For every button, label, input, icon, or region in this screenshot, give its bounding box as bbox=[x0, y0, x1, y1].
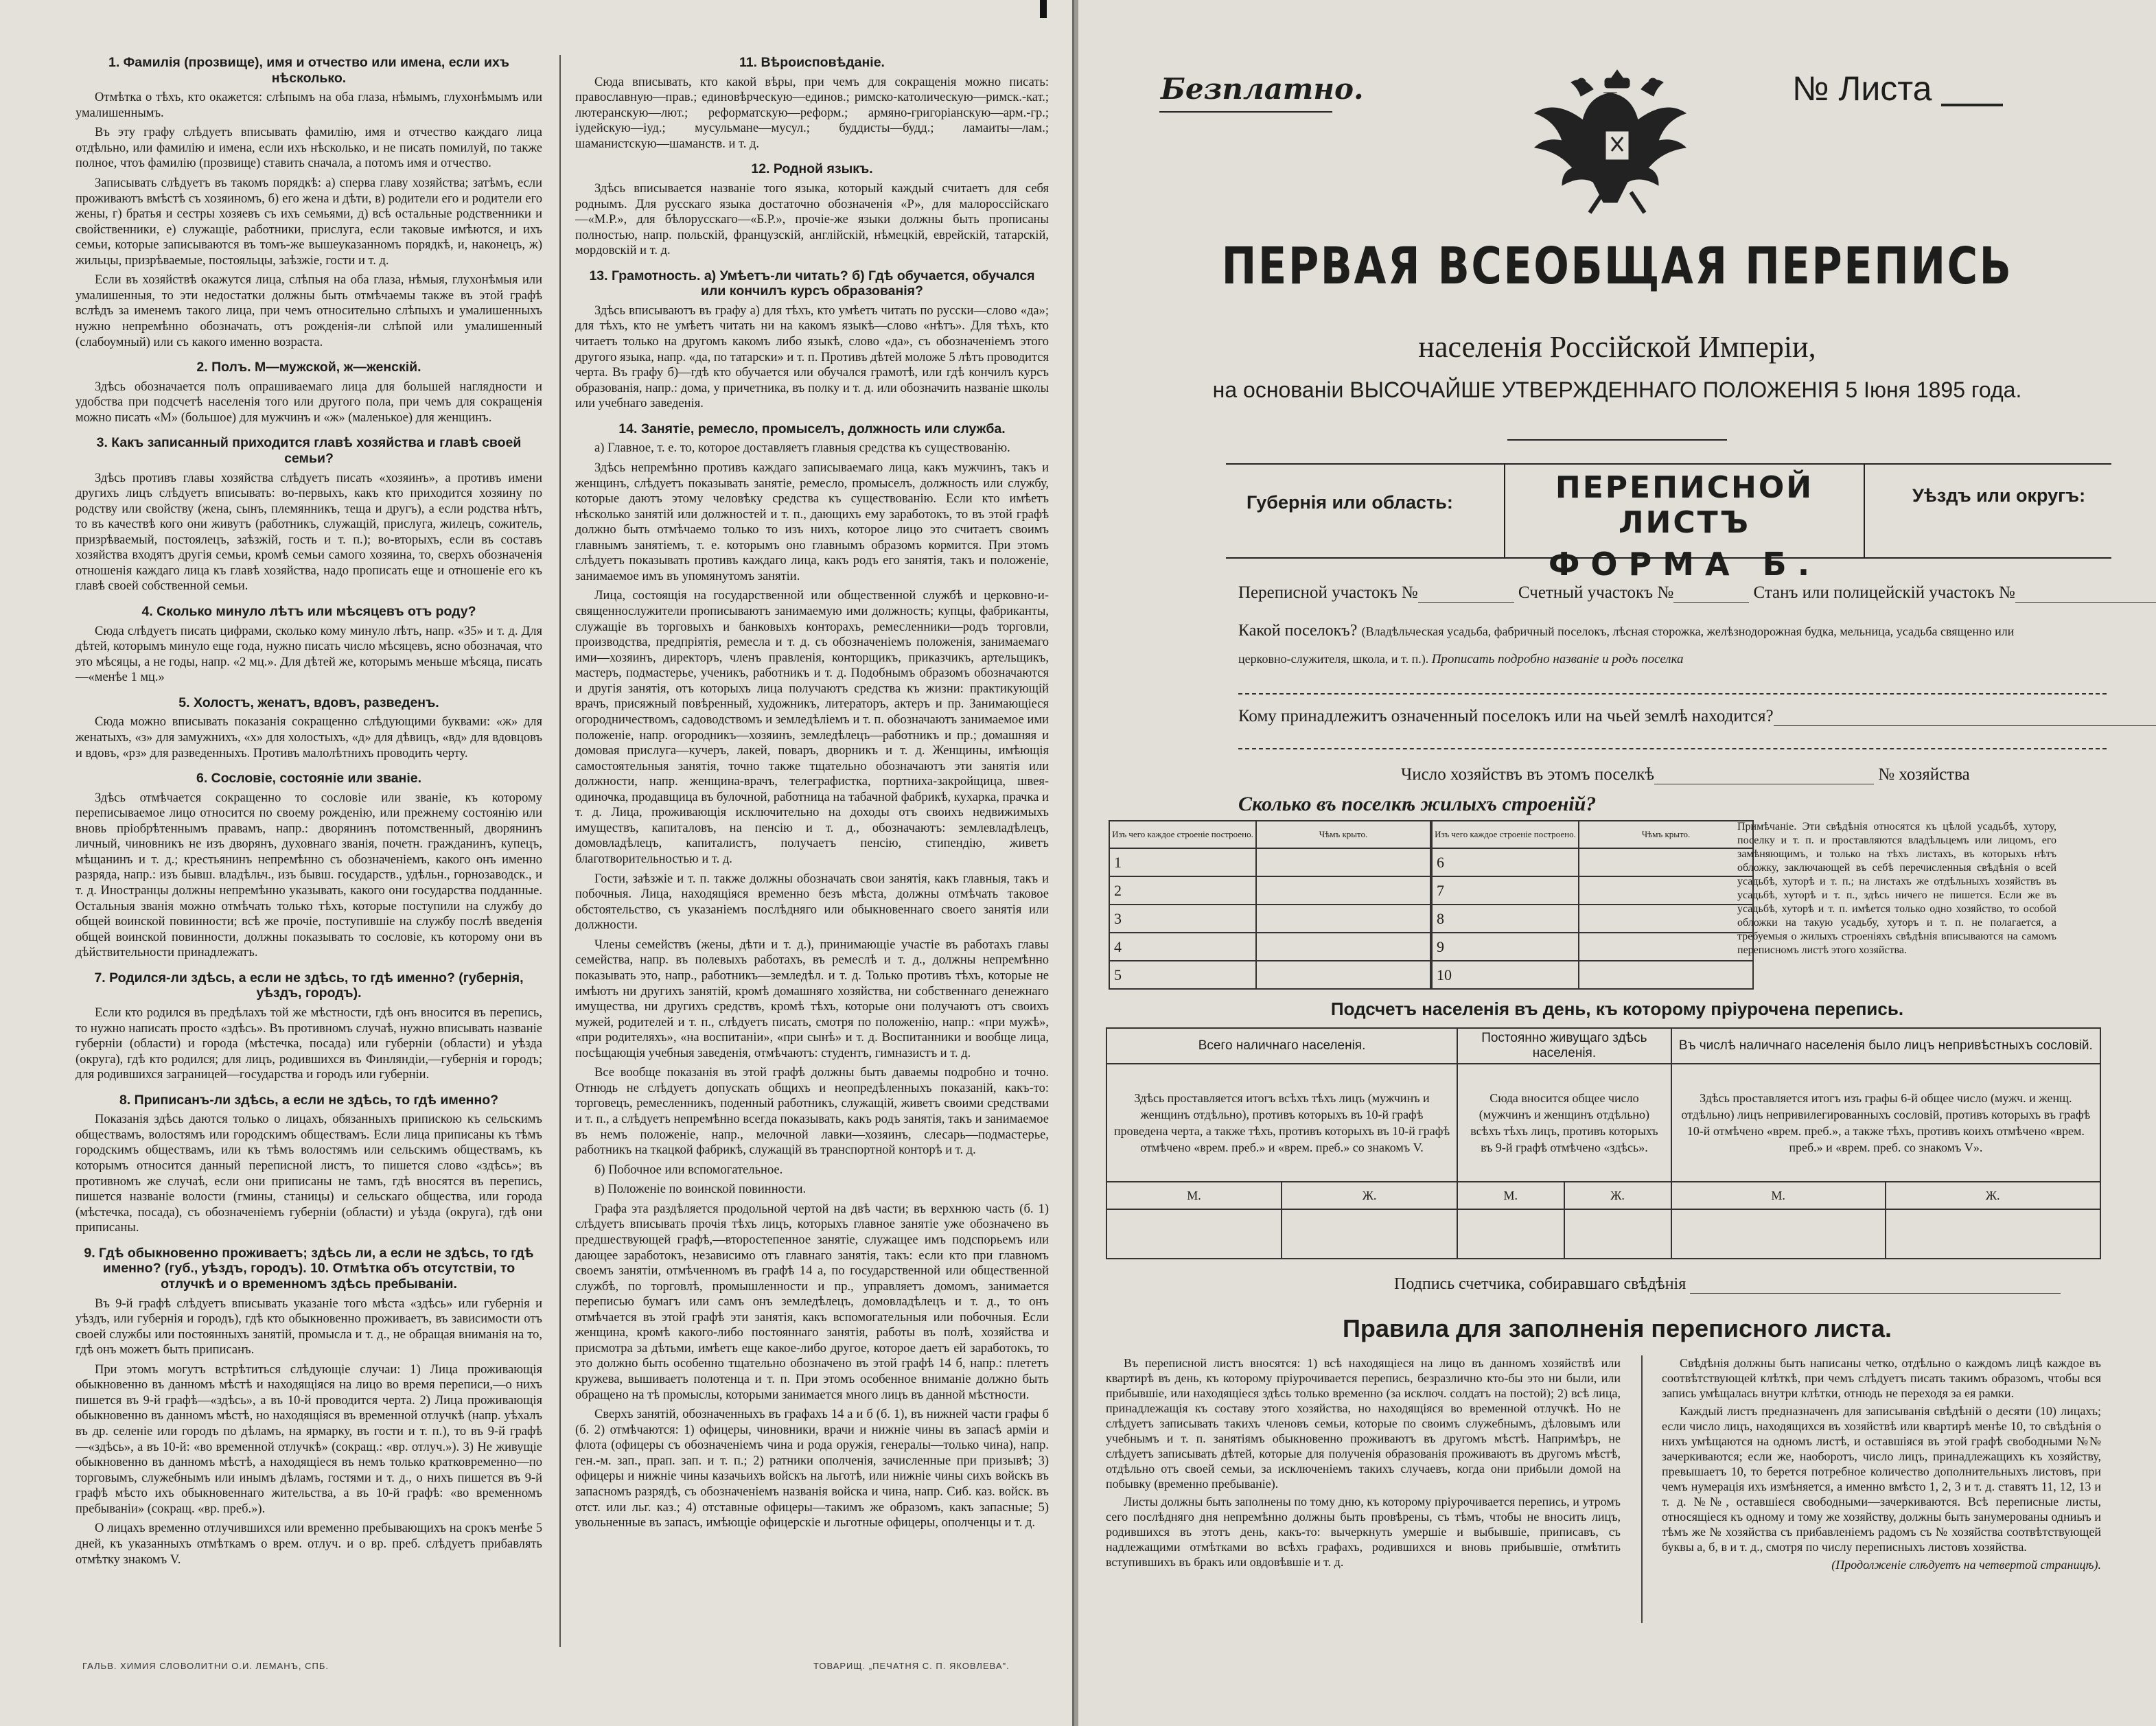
households-label: Число хозяйствъ въ этомъ поселкѣ bbox=[1401, 765, 1655, 784]
instruction-section bbox=[575, 421, 1049, 1531]
camp-area-field[interactable] bbox=[2015, 587, 2156, 603]
count-cell[interactable] bbox=[1282, 1209, 1457, 1259]
instruction-paragraph: Здѣсь непремѣнно противъ каждаго записываемаго лица, какъ мужчинъ, такъ и женщинъ, слѣдуетъ показывать занятіе, ремесло, промыселъ, должность или службу, которые даютъ этому человѣку средства къ существованію. Если кто имѣетъ нѣсколько занятій или должностей и т. п., дающихъ ему заработокъ, то въ этой графѣ должно быть отмѣчаемо только то изъ нихъ, которое лицо это считаетъ своимъ главнымъ занятіемъ, т. е. которымъ оно главнымъ образомъ кормится. При этомъ слѣдуетъ показывать противъ каждаго лица, какъ родъ его занятія, такъ и положеніе, занимаемое имъ въ упомянутомъ занятіи. bbox=[575, 460, 1049, 583]
instruction-section bbox=[76, 435, 542, 594]
owner-dashed-line[interactable] bbox=[1238, 748, 2107, 749]
enumerator-signature-row bbox=[1394, 1275, 2061, 1294]
instruction-section bbox=[76, 970, 542, 1083]
instruction-paragraph: Сверхъ занятій, обозначенныхъ въ графахъ 14 а и б (б. 1), въ нижней части графы б (б. 2) отмѣчаются: 1) офицеры, чиновники, врачи и нижніе чины въ запасѣ арміи и флота (офицеры съ обозначеніемъ чина и рода оружія, генералы—только чина), напр. ген.-м. зап., прап. зап. и т. п.; 2) ратники ополченія, зачисленные при призывѣ; 3) офицеры и нижніе чины казачьихъ войскъ на льготѣ, или нижніе чины сихъ войскъ въ запасномъ разрядѣ, съ обозначеніемъ названія войска и чина, напр. Сиб. каз. войск. въ отст. или льг. каз.; 4) отставные офицеры—такимъ же образомъ, какъ запасные; 5) увольненные въ запасъ, имѣющіе офицерскіе и льготные офицеры, ополченцы и т. д. bbox=[575, 1408, 1049, 1530]
instruction-section bbox=[76, 604, 542, 686]
instruction-paragraph: Лица, состоящія на государственной или общественной службѣ и церковно-и-священнослужители прописываютъ занимаемую ими должность; купцы, фабриканты, служащіе въ торговыхъ и банковыхъ конторахъ, ремесленники—родъ торговли, производства, предпріятія, ремесла и т. д. съ обозначеніемъ положенія, занимаемаго ими—хозяинъ, директоръ, членъ правленія, конторщикъ, приказчикъ, артельщикъ, мастеръ, подмастерье, ученикъ, работникъ и т. д. Подобнымъ образомъ обозначаются и другія занятія, отъ которыхъ лица получаютъ средства къ жизни: практикующій врачъ, присяжный повѣренный, художникъ, литераторъ, актеръ и пр. Занимающіеся огородничествомъ, садоводствомъ и земледѣліемъ и т. п. обозначаютъ занимаемое ими положеніе, напр. огородникъ—хозяинъ, земледѣлецъ—работникъ и пр.; домашняя и домовая прислуга—кучеръ, лакей, повaръ, дворникъ и т. д. Женщины, имѣющія самостоятельныя занятія, точно также тщательно обозначаютъ эти занятія или должности, напр. женщина-врачъ, телеграфистка, портниха-закройщица, швея-одиночка, продавщица въ булочной, работница на табачной фабрикѣ, кухарка, прачка и т. д. Лица, проживающія исключительно на доходы отъ своихъ недвижимыхъ имуществъ, капиталовъ, на пенсію и т. д., обозначаютъ: землевладѣлецъ, домовладѣлецъ, капиталистъ, получаетъ пенсію, стипендію, живетъ благотворительностью и т. д. bbox=[575, 589, 1049, 866]
rules-paragraph: Въ переписной листъ вносятся: 1) всѣ находящіеся на лицо въ данномъ хозяйствѣ или квартирѣ въ день, къ которому пріурочивается перепись, безразлично кто-бы это ни были, или прибывшіе, или находящіеся здѣсь только временно (за исключ. солдатъ на постой); 2) всѣ лица, принадлежащія къ составу этого хозяйства, но находящіяся во временной отлучкѣ. Но не слѣдуетъ записывать такихъ членовъ семьи, которые по своимъ служебнымъ, дѣловымъ или учебнымъ и т. п. занятіямъ обыкновенно проживаютъ въ другомъ мѣстѣ. Напримѣръ, не слѣдуетъ записывать дѣтей, которые для полученія образованія проживаютъ въ другомъ мѣстѣ, отдѣльно отъ своей семьи, за исключеніемъ такихъ случаевъ, когда они прибыли домой на побывку (временно пребываніе). bbox=[1106, 1356, 1621, 1491]
male-label: М. bbox=[1671, 1182, 1886, 1209]
resident-population-header: Постоянно живущаго здѣсь населенія. bbox=[1457, 1028, 1671, 1064]
owner-field[interactable] bbox=[1774, 710, 2156, 726]
instruction-paragraph: в) Положеніе по воинской повинности. bbox=[594, 1182, 807, 1197]
building-row[interactable]: 2 bbox=[1109, 876, 1256, 905]
form-name: ФОРМА Б. bbox=[1548, 546, 1821, 583]
household-no-label: № хозяйства bbox=[1878, 765, 1970, 784]
title-rule bbox=[1507, 439, 1727, 441]
instruction-paragraph: О лицахъ временно отлучившихся или временно пребывающихъ на срокъ менѣе 5 дней, къ указанныхъ отмѣткамъ о врем. отлуч. и о вр. преб. слѣдуетъ прибавлять отмѣтку знакомъ V. bbox=[76, 1521, 542, 1567]
instruction-paragraph: Записывать слѣдуетъ въ такомъ порядкѣ: а) сперва главу хозяйства; затѣмъ, если проживаютъ вмѣстѣ съ хозяиномъ, б) его жена и дѣти, в) родители его и родители его жены, г) братья и сестры хозяевъ съ ихъ семьями, д) всѣ остальные родственники и свойственники, е) служащіе, работники, прислуга, если таковые имѣются, и ихъ семьи, которые записываются въ томъ-же вышеуказанномъ порядкѣ, и, наконецъ, ж) жильцы, призрѣваемые, постояльцы, заѣзжіе, гости и т. д. bbox=[76, 176, 542, 268]
instruction-heading: 12. Родной языкъ. bbox=[751, 161, 873, 177]
instruction-paragraph: б) Побочное или вспомогательное. bbox=[594, 1163, 783, 1177]
building-row[interactable]: 10 bbox=[1432, 961, 1579, 989]
instructions-column-2 bbox=[575, 55, 1049, 1541]
left-page-instructions bbox=[0, 0, 1074, 1726]
form-header-box bbox=[1226, 463, 2111, 583]
building-roof-cell[interactable] bbox=[1579, 961, 1753, 989]
owner-label: Кому принадлежитъ означенный поселокъ или на чьей землѣ находится? bbox=[1238, 707, 1774, 725]
settlement-dashed-line[interactable] bbox=[1238, 693, 2107, 695]
count-cell[interactable] bbox=[1106, 1209, 1282, 1259]
building-row[interactable]: 9 bbox=[1432, 933, 1579, 961]
instruction-paragraph: Графа эта раздѣляется продольной чертой на двѣ части; въ верхнюю часть (б. 1) слѣдуетъ вписывать прочія тѣхъ лицъ, которыхъ главное занятіе уже обозначено въ предшествующей графѣ,—второстепенное занятіе, служащее имъ подспорьемъ или дающее заработокъ, независимо отъ главнаго занятія, такъ: если кто при главномъ своемъ занятіи, отмѣченномъ въ графѣ 14 а, по государственной или общественной службѣ, по торговлѣ, промышленности и пр., управляетъ домомъ, занимается переписью бумагъ или самъ онъ земледѣлецъ, домовладѣлецъ и т. д., то онъ отмѣчается въ этой графѣ эти занятія, какъ вспомогательныя или побочныя. Если женщина, кромѣ какого-либо постояннаго занятія, работы въ полѣ, хозяйства и присмотра за дѣтьми, имѣетъ еще какое-либо другое, которое даетъ ей заработокъ, то это должно быть особенно тщательно обозначено въ этой графѣ 14 б, напр.: плететъ кружева, вышиваетъ полотенца и т. п. При этомъ особенное вниманіе должно быть обращено на тѣ промыслы, которыми занимается много лицъ въ данной мѣстности. bbox=[575, 1202, 1049, 1402]
instruction-paragraph: Члены семействъ (жены, дѣти и т. д.), принимающіе участіе въ работахъ главы семейства, напр. въ полевыхъ работахъ, въ ремеслѣ и т. д., должны непремѣнно показывать это, напр., работникъ—земледѣл. и т. д. Только противъ тѣхъ, которые не имѣютъ ни другихъ занятій, кромѣ домашняго хозяйства, ни собственнаго денежнаго имущества, ни другихъ средствъ, кромѣ тѣхъ, которые они получаютъ отъ своихъ мужей, родителей и т. п., слѣдуетъ писать, смотря по положенію, напр.: «при мужѣ», «при родителяхъ», «на воспитаніи», «при сынѣ» и т. д. Воспитанники и вообще лица, посѣщающія учебныя заведенія, отмѣчаютъ: студентъ, гимназистъ и т. д. bbox=[575, 937, 1049, 1060]
building-row[interactable]: 6 bbox=[1432, 848, 1579, 876]
binding-clip bbox=[1040, 0, 1047, 18]
buildings-table-right bbox=[1431, 820, 1754, 990]
province-label: Губернія или область: bbox=[1247, 492, 1453, 513]
resident-population-text: Сюда вносится общее число (мужчинъ и женщинъ отдѣльно) всѣхъ тѣхъ лицъ, противъ которыхъ въ 9-й графѣ отмѣчено «здѣсь». bbox=[1457, 1064, 1671, 1182]
instruction-section bbox=[76, 1246, 542, 1567]
building-roof-cell[interactable] bbox=[1579, 876, 1753, 905]
rules-column-right bbox=[1662, 1355, 2101, 1575]
other-estates-text: Здѣсь проставляется итогъ изъ графы 6-й общее число (мужч. и женщ. отдѣльно) лицъ непривилегированныхъ сословій, противъ которыхъ въ графѣ 10-й отмѣчено «врем. преб.», а также тѣхъ, противъ коихъ отмѣчено «врем. преб.» и «врем. преб. со знакомъ V». bbox=[1671, 1064, 2100, 1182]
instruction-heading: 4. Сколько минуло лѣтъ или мѣсяцевъ отъ роду? bbox=[141, 604, 476, 619]
instructions-column-1 bbox=[76, 55, 542, 1577]
owner-row bbox=[1238, 707, 2156, 726]
settlement-hint-2: церковно-служителя, школа, и т. п.). bbox=[1238, 652, 1429, 666]
instruction-section bbox=[575, 161, 1049, 258]
instruction-paragraph: Гости, заѣзжіе и т. п. также должны обозначать свои занятія, какъ главныя, такъ и побочныя. Лица, находящіяся временно безъ мѣста, должны отмѣчать таковое обстоятельство, съ указаніемъ послѣдняго или обыкновеннаго своего занятія или должности. bbox=[575, 872, 1049, 933]
building-roof-cell[interactable] bbox=[1256, 933, 1430, 961]
households-field[interactable] bbox=[1654, 769, 1874, 784]
rules-title: Правила для заполненія переписного листа. bbox=[1342, 1314, 1892, 1342]
building-roof-cell[interactable] bbox=[1256, 876, 1430, 905]
imperial-double-headed-eagle-icon bbox=[1528, 62, 1706, 226]
form-title: ПЕРЕПИСНОЙ ЛИСТЪ bbox=[1555, 470, 1814, 540]
rules-paragraph: Каждый листъ предназначенъ для записыванія свѣдѣній о десяти (10) лицахъ; если число лицъ, находящихся въ хозяйствѣ или квартирѣ менѣе 10, то свѣдѣнія о нихъ умѣщаются на одномъ листѣ, и оставшіяся въ этой графѣ свободными №№ зачеркиваются; если же, наоборотъ, число лицъ, принадлежащихъ къ хозяйству, превышаетъ 10, то берется потребное количество дополнительныхъ листовъ, при чемъ нумерація ихъ измѣняется, а именно вмѣсто 1, 2, 3 и т. д. ставятъ 11, 12, 13 и т. д. №№, оставшіеся свободными—зачеркиваются. Всѣ переписные листы, относящіеся къ одному и тому же хозяйству, должны быть занумерованы одниыъ и тѣмъ же № хозяйства съ прибавленіемъ радомъ съ № хозяйства соотвѣтствующей буквы а, б, в и т. д., смотря по числу переписныхъ листовъ хозяйства. bbox=[1662, 1404, 2101, 1554]
rules-divider bbox=[1641, 1355, 1643, 1623]
census-subtitle: населенія Россійской Имперіи, bbox=[1418, 330, 1816, 364]
building-row[interactable]: 3 bbox=[1109, 905, 1256, 933]
continuation-note: (Продолженіе слѣдуетъ на четвертой страницѣ). bbox=[1831, 1558, 2101, 1572]
count-area-label: Счетный участокъ № bbox=[1518, 583, 1674, 602]
area-numbers-row bbox=[1238, 583, 2156, 603]
total-population-header: Всего наличнаго населенія. bbox=[1106, 1028, 1457, 1064]
buildings-material-header: Изъ чего каждое строеніе построено. bbox=[1109, 821, 1256, 848]
instruction-heading: 1. Фамилія (прозвище), имя и отчество или имена, если ихъ нѣсколько. bbox=[108, 55, 510, 86]
total-population-text: Здѣсь проставляется итогъ всѣхъ тѣхъ лицъ (мужчинъ и женщинъ отдѣльно), противъ которыхъ въ 10-й графѣ проведена черта, а также тѣхъ, противъ которыхъ въ 10-й графѣ отмѣчено «врем. преб.» и «врем. преб.» со знакомъ V. bbox=[1106, 1064, 1457, 1182]
instruction-paragraph: Если въ хозяйствѣ окажутся лица, слѣпыя на оба глаза, нѣмыя, глухонѣмыя или умалишенныя, то эти недостатки должны быть отмѣчаемы также въ этой графѣ вслѣдъ за именемъ такого лица, при чемъ относительно слѣпыхъ и умалишенныхъ нужно непремѣнно обозначать, отъ рожденія-ли слѣпой или умалишенный (слабоумный) или съ какого именно возраста. bbox=[76, 273, 542, 349]
instruction-paragraph: При этомъ могутъ встрѣтиться слѣдующіе случаи: 1) Лица проживающія обыкновенно въ данномъ мѣстѣ и находящіяся на лицо во время переписи,—о нихъ пишется въ 9-й графѣ—«здѣсь», а въ 10-й проводится черта. 2) Лица проживающія обыкновенно въ данномъ мѣстѣ, но находящіяся въ временной отлучкѣ (напр. уѣхалъ въ др. селеніе или городъ по дѣламъ, на ярмарку, въ гости и т. п.), то въ 9-й графѣ—«здѣсь», а въ 10-й: «во временной отлучкѣ» (сокращ.: «вр. отлуч.»). 3) Не живущіе обыкновенно въ данномъ мѣстѣ, а находящіеся въ немъ только кратковременно—по торговымъ, служебнымъ или инымъ дѣламъ, гостями и т. д., о нихъ пишется въ 9-й графѣ мѣсто ихъ обыкновеннаго жительства, а въ 10-й графѣ: «во временномъ пребываніи» (сокращ. «вр. преб.»). bbox=[76, 1362, 542, 1516]
instruction-paragraph: Сюда слѣдуетъ писать цифрами, сколько кому минуло лѣтъ, напр. «35» и т. д. Для дѣтей, которымъ минуло еще года, нужно писать число мѣсяцевъ, ясно обозначая, что это мѣсяцы, а не годы, напр. «2 мц.». Для дѣтей же, которымъ меньше мѣсяца, писать—«менѣе 1 мц.» bbox=[76, 624, 542, 685]
population-count-table bbox=[1106, 1027, 2101, 1259]
instruction-section bbox=[76, 771, 542, 961]
signature-label: Подпись счетчика, собиравшаго свѣдѣнія bbox=[1394, 1275, 1686, 1293]
count-cell[interactable] bbox=[1671, 1209, 1886, 1259]
census-area-label: Переписной участокъ № bbox=[1238, 583, 1418, 602]
instruction-heading: 13. Грамотность. а) Умѣетъ-ли читать? б) Гдѣ обучается, обучался или кончилъ курсъ образованія? bbox=[589, 268, 1035, 299]
instruction-heading: 2. Полъ. М—мужской, ж—женскій. bbox=[196, 360, 421, 375]
buildings-roof-header: Чѣмъ крыто. bbox=[1256, 821, 1430, 848]
other-estates-header: Въ числѣ наличнаго населенія было лицъ непривѣстныхъ сословій. bbox=[1671, 1028, 2100, 1064]
buildings-roof-header: Чѣмъ крыто. bbox=[1579, 821, 1753, 848]
count-cell[interactable] bbox=[1457, 1209, 1564, 1259]
rules-paragraph: Свѣдѣнія должны быть написаны четко, отдѣльно о каждомъ лицѣ каждое въ соотвѣтствующей клѣткѣ, при чемъ слѣдуетъ писать такимъ образомъ, чтобы вся запись умѣщалась внутри клѣтки, отнюдь не переходя за ея рамки. bbox=[1662, 1356, 2101, 1400]
instruction-section bbox=[575, 55, 1049, 152]
instruction-paragraph: Здѣсь вписывается названіе того языка, который каждый считаетъ для себя роднымъ. Для русскаго языка достаточно обозначенія «Р», для малороссійскаго—«М.Р.», для бѣлорусскаго—«Б.Р.», прочіе-же языки должны быть прописаны полностью, напр. польскій, французскій, англійскій, нѣмецкій, еврейскій, татарскій, мордовскій и т. д. bbox=[575, 181, 1049, 258]
building-roof-cell[interactable] bbox=[1256, 905, 1430, 933]
instruction-heading: 5. Холостъ, женатъ, вдовъ, разведенъ. bbox=[178, 695, 439, 710]
printer-mark-left: ГАЛЬВ. ХИМИЯ СЛОВОЛИТНИ О.И. ЛЕМАНЪ, СПБ. bbox=[82, 1661, 329, 1671]
instruction-heading: 7. Родился-ли здѣсь, а если не здѣсь, то гдѣ именно? (губернія, уѣздъ, городъ). bbox=[94, 970, 524, 1001]
male-label: М. bbox=[1106, 1182, 1282, 1209]
instruction-paragraph: Здѣсь отмѣчается сокращенно то сословіе или званіе, къ которому переписываемое лицо относится по своему рожденію, или прежнему состоянію или вновь пріобрѣтеннымъ правамъ, напр.: дворянинъ потомственный, дворянинъ личный, чиновникъ не изъ дворянъ, духовнаго званія, почетн. гражданинъ, купецъ, мѣщанинъ и т. д.; крестьянинъ непремѣнно съ обозначеніемъ, какого онъ именно разряда, напр.: изъ бывш. владѣльч., изъ бывш. государств., удѣльн., горнозаводск., и т. д. Иностранцы должны непремѣнно указывать, какого они государства подданные. Остальныя званія можно отмѣчать только тѣхъ, которые поступили на службу до общей воинской повинности; всѣ же прочіе, поступившіе на службу послѣ введенія общей воинской повинности, должны показывать то сословіе, къ которому они въ дѣйствительности принадлежатъ. bbox=[76, 791, 542, 960]
instruction-heading: 9. Гдѣ обыкновенно проживаетъ; здѣсь ли, а если не здѣсь, то гдѣ именно? (губ., уѣздъ, городъ). 10. Отмѣтка объ отсутствіи, то отлучкѣ и о временномъ здѣсь пребываніи. bbox=[84, 1245, 534, 1292]
buildings-table-left bbox=[1109, 820, 1431, 990]
buildings-note: Примѣчаніе. Эти свѣдѣнія относятся къ цѣлой усадьбѣ, хутору, поселку и т. п. и проставляются владѣльцемъ или лицомъ, его замѣняющимъ, и только на тѣхъ листахъ, въ которыхъ нѣтъ обложку, заключающей въ себѣ перечисленныя свѣдѣнія о всей усадьбѣ, хуторѣ и т. п.; на листахъ же отдѣльныхъ хозяйствъ въ усадьбѣ, хуторѣ и т. п., здѣсь ничего не пишется. Если же въ усадьбѣ, хуторѣ и т. п. имѣется только одно хозяйство, то особой обложки на такую усадьбу, хуторъ и т. п. не полагается, а требуемыя о жилыхъ строеніяхъ свѣдѣнія вписываются на самомъ переписномъ листѣ этого хозяйства. bbox=[1737, 821, 2056, 956]
instruction-section bbox=[76, 55, 542, 350]
count-cell[interactable] bbox=[1564, 1209, 1671, 1259]
printer-mark-right: ТОВАРИЩ. „ПЕЧАТНЯ С. П. ЯКОВЛЕВА". bbox=[813, 1661, 1010, 1671]
district-label: Уѣздъ или округъ: bbox=[1912, 485, 2086, 506]
signature-field[interactable] bbox=[1690, 1279, 2061, 1294]
settlement-hint-3: Прописать подробно названіе и родъ поселка bbox=[1431, 652, 1684, 666]
building-row[interactable]: 4 bbox=[1109, 933, 1256, 961]
sheet-number bbox=[1792, 69, 2003, 108]
sheet-number-field bbox=[1941, 76, 2003, 106]
instruction-section bbox=[76, 695, 542, 761]
male-label: М. bbox=[1457, 1182, 1564, 1209]
instruction-heading: 8. Приписанъ-ли здѣсь, а если не здѣсь, то гдѣ именно? bbox=[119, 1092, 499, 1108]
settlement-row-2 bbox=[1238, 652, 1683, 667]
instruction-section bbox=[575, 268, 1049, 412]
building-row[interactable]: 7 bbox=[1432, 876, 1579, 905]
count-cell[interactable] bbox=[1886, 1209, 2101, 1259]
settlement-hint: (Владѣльческая усадьба, фабричный поселокъ, лѣсная сторожка, желѣзнодорожная будка, мельница, усадьба священно или bbox=[1361, 625, 2015, 638]
households-row bbox=[1401, 765, 1970, 784]
instruction-heading: 3. Какъ записанный приходится главѣ хозяйства и главѣ своей семьи? bbox=[96, 435, 522, 466]
right-page-census-form bbox=[1078, 0, 2156, 1726]
instruction-paragraph: Здѣсь обозначается полъ опрашиваемаго лица для большей наглядности и удобства при подсчетѣ населенія того или другого пола, при чемъ для сокращенія можно писать «М» (большое) для мужчинъ и «ж» (маленькое) для женщинъ. bbox=[76, 380, 542, 425]
free-label: Безплатно. bbox=[1161, 72, 1364, 106]
settlement-label: Какой поселокъ? bbox=[1238, 622, 1358, 640]
column-divider bbox=[559, 55, 561, 1647]
instruction-paragraph: Здѣсь противъ главы хозяйства слѣдуетъ писать «хозяинъ», а противъ имени другихъ лицъ слѣдуетъ вписывать: во-первыхъ, какъ кто приходится хозяину по родству или свойству (жена, сынъ, племянникъ, теща и другъ), а если родства нѣтъ, то въ качествѣ кого они живутъ (работникъ, служащій, прислуга, жилецъ, сожитель, призрѣваемый, постоялецъ, заѣзжій, гость и т. п.); во-вторыхъ, если въ составъ хозяйства входятъ другія семьи, кромѣ семьи самого хозяина, то, сверхъ обозначенія отношенія каждаго лица къ главѣ хозяйства, надо прописать еще и отношеніе его къ главѣ своей собственной семьи. bbox=[76, 471, 542, 594]
census-basis: на основаніи ВЫСОЧАЙШЕ УТВЕРЖДЕННАГО ПОЛОЖЕНІЯ 5 Іюня 1895 года. bbox=[1212, 377, 2022, 402]
instruction-paragraph: Въ 9-й графѣ слѣдуетъ вписывать указаніе того мѣста «здѣсь» или губернія и уѣздъ, или губернія и городъ), гдѣ кто обыкновенно проживаетъ, въ зависимости отъ своей службы или постоянныхъ занятій, промысла и т. д., не обращая вниманія на то, гдѣ онъ можетъ быть приписанъ. bbox=[76, 1296, 542, 1357]
buildings-label: Сколько въ поселкѣ жилыхъ строеній? bbox=[1238, 793, 1597, 815]
female-label: Ж. bbox=[1282, 1182, 1457, 1209]
instruction-paragraph: Показанія здѣсь даются только о лицахъ, обязанныхъ припискою къ сельскимъ обществамъ, волостямъ или городскимъ обществамъ. Если лица приписаны къ тѣмъ городскимъ обществамъ, или къ тѣмъ волостямъ или сельскимъ обществамъ, къ которымъ относится данный переписной листъ, то пишется слово «здѣсь»; въ противномъ же случаѣ, если они приписаны не тамъ, гдѣ вносятся въ перепись, пишется названіе волости (гмины, станицы) и сельскаго общества, или города (мѣстечка, посада), съ обозначеніемъ губерніи (области) и уѣзда (округа), гдѣ они приписаны. bbox=[76, 1112, 542, 1235]
rules-paragraph: Листы должны быть заполнены по тому дню, къ которому пріурочивается перепись, и утромъ сего послѣдняго дня непремѣнно должны быть провѣрены, съ тѣмъ, чтобы не вносить лицъ, родившихся въ этотъ день, какъ-то: вычеркнуть умершіе и выбывшіе, приписавъ, съ надлежащими отмѣтками во всѣхъ графахъ, родившихся и вновь прибывшіе, отмѣтить вступившихъ въ бракъ или овдовѣвшіе и т. д. bbox=[1106, 1495, 1621, 1569]
count-area-field[interactable] bbox=[1673, 587, 1749, 603]
buildings-material-header: Изъ чего каждое строеніе построено. bbox=[1432, 821, 1579, 848]
settlement-row bbox=[1238, 621, 2014, 640]
instruction-heading: 11. Вѣроисповѣданіе. bbox=[739, 55, 885, 70]
instruction-paragraph: Сюда вписывать, кто какой вѣры, при чемъ для сокращенія можно писать: православную—прав.; единовѣрческую—единов.; римско-католическую—римск.-кат.; лютеранскую—лют.; реформатскую—реформ.; армяно-григоріанскую—арм.-гр.; іудейскую—іуд.; мусульмане—мусул.; буддисты—будд.; ламаиты—лам.; шаманистскую—шаманств. и т. д. bbox=[575, 75, 1049, 151]
building-row[interactable]: 1 bbox=[1109, 848, 1256, 876]
instruction-paragraph: а) Главное, т. е. то, которое доставляетъ главныя средства къ существованію. bbox=[594, 441, 1010, 456]
free-underline bbox=[1159, 111, 1332, 113]
instruction-paragraph: Отмѣтка о тѣхъ, кто окажется: слѣпымъ на оба глаза, нѣмымъ, глухонѣмымъ или умалишеннымъ. bbox=[76, 91, 542, 120]
instruction-heading: 14. Занятіе, ремесло, промыселъ, должность или служба. bbox=[618, 421, 1006, 436]
female-label: Ж. bbox=[1564, 1182, 1671, 1209]
instruction-paragraph: Все вообще показанія въ этой графѣ должны быть даваемы подробно и точно. Отнюдь не слѣдуетъ допускать общихъ и неопредѣленныхъ показаній, какъ-то: торговецъ, ремесленникъ, поденный работникъ, служащій, живетъ своими средствами и т. п., а слѣдуетъ непремѣнно всегда показывать, какъ родъ занятія, такъ и занимаемое въ немъ положеніе, напр., мелочной лавки—хозяинъ, слесарь—подмастерье, работникъ на ткацкой фабрикѣ, служащій въ транспортной конторѣ и т. д. bbox=[575, 1066, 1049, 1158]
instruction-section bbox=[76, 360, 542, 425]
building-roof-cell[interactable] bbox=[1579, 848, 1753, 876]
rules-column-left bbox=[1106, 1355, 1621, 1572]
building-roof-cell[interactable] bbox=[1256, 961, 1430, 989]
instruction-paragraph: Здѣсь вписываютъ въ графу а) для тѣхъ, кто умѣетъ читать по русски—слово «да»; для тѣхъ, кто не умѣетъ читать ни на какомъ языкѣ—слово «нѣтъ». Для тѣхъ, кто читаетъ только на другомъ какомъ либо языкѣ, слово «да», съ обозначеніемъ этого другого языка, напр. «да, по татарски» и т. п. Противъ дѣтей моложе 5 лѣтъ проводится черта. Въ графу б)—гдѣ кто обучается или обучался грамотѣ, или гдѣ кончилъ курсъ образованія, напр.: дома, у причетника, въ полку и т. д. или обозначить названіе школы или учебнаго заведенія. bbox=[575, 303, 1049, 411]
census-area-field[interactable] bbox=[1418, 587, 1514, 603]
building-roof-cell[interactable] bbox=[1579, 905, 1753, 933]
building-row[interactable]: 5 bbox=[1109, 961, 1256, 989]
building-row[interactable]: 8 bbox=[1432, 905, 1579, 933]
camp-area-label: Станъ или полицейскій участокъ № bbox=[1753, 583, 2015, 602]
form-title-box bbox=[1504, 463, 1865, 583]
instruction-heading: 6. Сословіе, состояніе или званіе. bbox=[196, 771, 422, 786]
instruction-paragraph: Сюда можно вписывать показанія сокращенно слѣдующими буквами: «ж» для женатыхъ, «з» для замужнихъ, «х» для холостыхъ, «д» для дѣвицъ, «вд» для вдовцовъ и вдовъ, «рз» для разведенныхъ. Противъ малолѣтнихъ проводить черту. bbox=[76, 715, 542, 760]
instruction-paragraph: Если кто родился въ предѣлахъ той же мѣстности, гдѣ онъ вносится въ перепись, то нужно написать просто «здѣсь». Въ противномъ случаѣ, нужно вписывать названіе губерніи (области) и города (мѣстечка, посада) или губерніи (области) и уѣзда (округа), гдѣ кто родился; для лицъ, родившихся въ Финляндіи,—губернія и городъ; для родившихся заграницей—государства и городъ или губерніи. bbox=[76, 1005, 542, 1082]
female-label: Ж. bbox=[1886, 1182, 2101, 1209]
sheet-number-label: № Листа bbox=[1792, 69, 1932, 108]
building-roof-cell[interactable] bbox=[1256, 848, 1430, 876]
instruction-paragraph: Въ эту графу слѣдуетъ вписывать фамилію, имя и отчество каждаго лица отдѣльно, или фамилію и имена, если ихъ нѣсколько, и не писать помилуй, по также полное, чтоъ фамилію (прозвище) ставить сначала, а потомъ имя и отчество. bbox=[76, 126, 542, 171]
census-main-title: ПЕРВАЯ ВСЕОБЩАЯ ПЕРЕПИСЬ bbox=[1221, 237, 2013, 296]
building-roof-cell[interactable] bbox=[1579, 933, 1753, 961]
instruction-section bbox=[76, 1093, 542, 1236]
population-count-title: Подсчетъ населенія въ день, къ которому пріурочена перепись. bbox=[1330, 999, 1904, 1019]
